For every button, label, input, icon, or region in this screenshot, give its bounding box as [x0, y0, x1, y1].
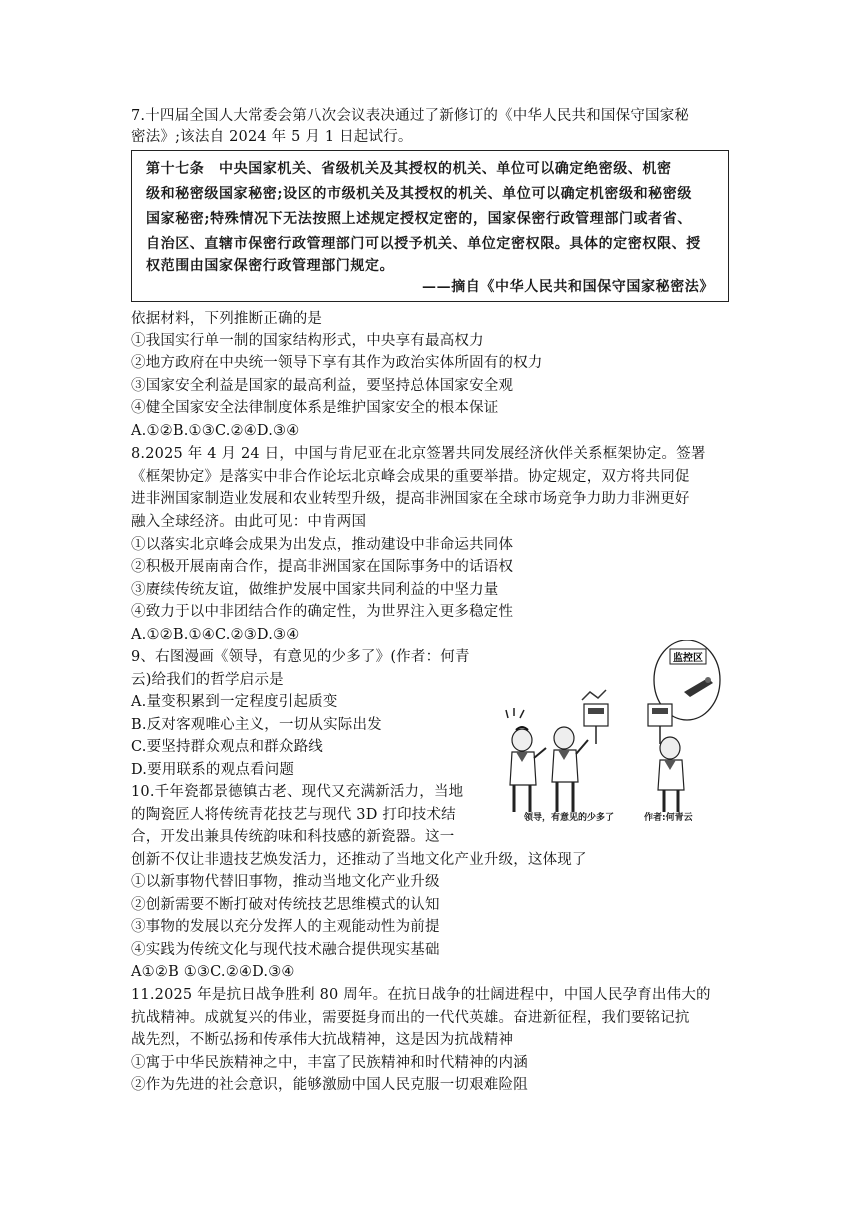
q7-stem-line-2: 密法》;该法自 2024 年 5 月 1 日起试行。 [131, 129, 413, 145]
q10-answers: A①②B ①③C.②④D.③④ [131, 964, 295, 980]
cartoon-illustration [494, 640, 738, 826]
q9-line-2: 云)给我们的哲学启示是 [131, 672, 284, 688]
q10-line-3: 合，开发出兼具传统韵味和科技感的新瓷器。这一 [131, 829, 455, 845]
q8-option-2: ②积极开展南南合作，提高非洲国家在国际事务中的话语权 [131, 559, 514, 575]
suggestion-box-empty [648, 704, 672, 726]
q9-line-1: 9、右图漫画《领导，有意见的少多了》(作者：何青 [131, 649, 470, 665]
monitor-sign-text: 监控区 [673, 653, 703, 664]
q7-option-4: ④健全国家安全法律制度体系是维护国家安全的根本保证 [131, 400, 499, 416]
q7-question: 依据材料，下列推断正确的是 [131, 311, 323, 327]
q7-answers: A.①②B.①③C.②④D.③④ [131, 423, 300, 439]
q10-option-2: ②创新需要不断打破对传统技艺思维模式的认知 [131, 897, 440, 913]
q11-option-1: ①寓于中华民族精神之中，丰富了民族精神和时代精神的内涵 [131, 1055, 528, 1071]
q7-option-1: ①我国实行单一制的国家结构形式，中央享有最高权力 [131, 333, 484, 349]
cartoon-caption-title: 领导，有意见的少多了 [524, 813, 615, 823]
q8-line-2: 《框架协定》是落实中非合作论坛北京峰会成果的重要举措。协定规定，双方将共同促 [131, 469, 690, 485]
q8-line-4: 融入全球经济。由此可见：中肯两国 [131, 514, 367, 530]
suggestion-box-full [584, 704, 608, 726]
person-left-head [512, 729, 532, 751]
q8-line-3: 进非洲国家制造业发展和农业转型升级，提高非洲国家在全球市场竞争力助力非洲更好 [131, 491, 690, 507]
q10-line-2: 的陶瓷匠人将传统青花技艺与现代 3D 打印技术结 [131, 807, 456, 823]
q9-option-b: B.反对客观唯心主义，一切从实际出发 [131, 717, 382, 733]
person-middle-head [554, 727, 574, 749]
excerpt-line-1: 第十七条 中央国家机关、省级机关及其授权的机关、单位可以确定绝密级、机密 [146, 161, 672, 177]
q11-line-1: 11.2025 年是抗日战争胜利 80 周年。在抗日战争的壮阔进程中，中国人民孕育出伟大的 [131, 987, 711, 1003]
q8-option-3: ③赓续传统友谊，做维护发展中国家共同利益的中坚力量 [131, 582, 499, 598]
q9-option-c: C.要坚持群众观点和群众路线 [131, 739, 323, 755]
excerpt-line-2: 级和秘密级国家秘密;设区的市级机关及其授权的机关、单位可以确定机密级和秘密级 [146, 186, 692, 202]
q9-option-d: D.要用联系的观点看问题 [131, 762, 295, 778]
excerpt-line-5: 权范围由国家保密行政管理部门规定。 [146, 258, 395, 274]
person-right-head [660, 737, 680, 759]
q10-line-1: 10.千年瓷都景德镇古老、现代又充满新活力，当地 [131, 784, 464, 800]
q7-option-2: ②地方政府在中央统一领导下享有其作为政治实体所固有的权力 [131, 355, 543, 371]
q8-option-4: ④致力于以中非团结合作的确定性，为世界注入更多稳定性 [131, 604, 514, 620]
q11-line-2: 抗战精神。成就复兴的伟业，需要挺身而出的一代代英雄。奋进新征程，我们要铭记抗 [131, 1010, 690, 1026]
excerpt-source: ——摘自《中华人民共和国保守国家秘密法》 [422, 279, 714, 295]
cartoon-caption-author: 作者:何青云 [644, 813, 693, 823]
excerpt-line-3: 国家秘密;特殊情况下无法按照上述规定授权定密的，国家保密行政管理部门或者省、 [146, 211, 692, 227]
q7-option-3: ③国家安全利益是国家的最高利益，要坚持总体国家安全观 [131, 378, 514, 394]
q7-stem-line-1: 7.十四届全国人大常委会第八次会议表决通过了新修订的《中华人民共和国保守国家秘 [131, 108, 690, 124]
q10-option-1: ①以新事物代替旧事物，推动当地文化产业升级 [131, 874, 440, 890]
excerpt-line-4: 自治区、直辖市保密行政管理部门可以授予机关、单位定密权限。具体的定密权限、授 [146, 236, 701, 252]
q8-option-1: ①以落实北京峰会成果为出发点，推动建设中非命运共同体 [131, 537, 514, 553]
q10-option-4: ④实践为传统文化与现代技术融合提供现实基础 [131, 942, 440, 958]
law-excerpt-box [131, 150, 729, 302]
q11-option-2: ②作为先进的社会意识，能够激励中国人民克服一切艰难险阻 [131, 1077, 528, 1093]
q10-line-4: 创新不仅让非遗技艺焕发活力，还推动了当地文化产业升级，这体现了 [131, 852, 587, 868]
q8-answers: A.①②B.①④C.②③D.③④ [131, 627, 300, 643]
q9-option-a: A.量变积累到一定程度引起质变 [131, 694, 338, 710]
q11-line-3: 战先烈，不断弘扬和传承伟大抗战精神，这是因为抗战精神 [131, 1032, 514, 1048]
q8-line-1: 8.2025 年 4 月 24 日，中国与肯尼亚在北京签署共同发展经济伙伴关系框架协定。签署 [131, 446, 706, 462]
q10-option-3: ③事物的发展以充分发挥人的主观能动性为前提 [131, 919, 440, 935]
cartoon-drawing [494, 640, 738, 826]
